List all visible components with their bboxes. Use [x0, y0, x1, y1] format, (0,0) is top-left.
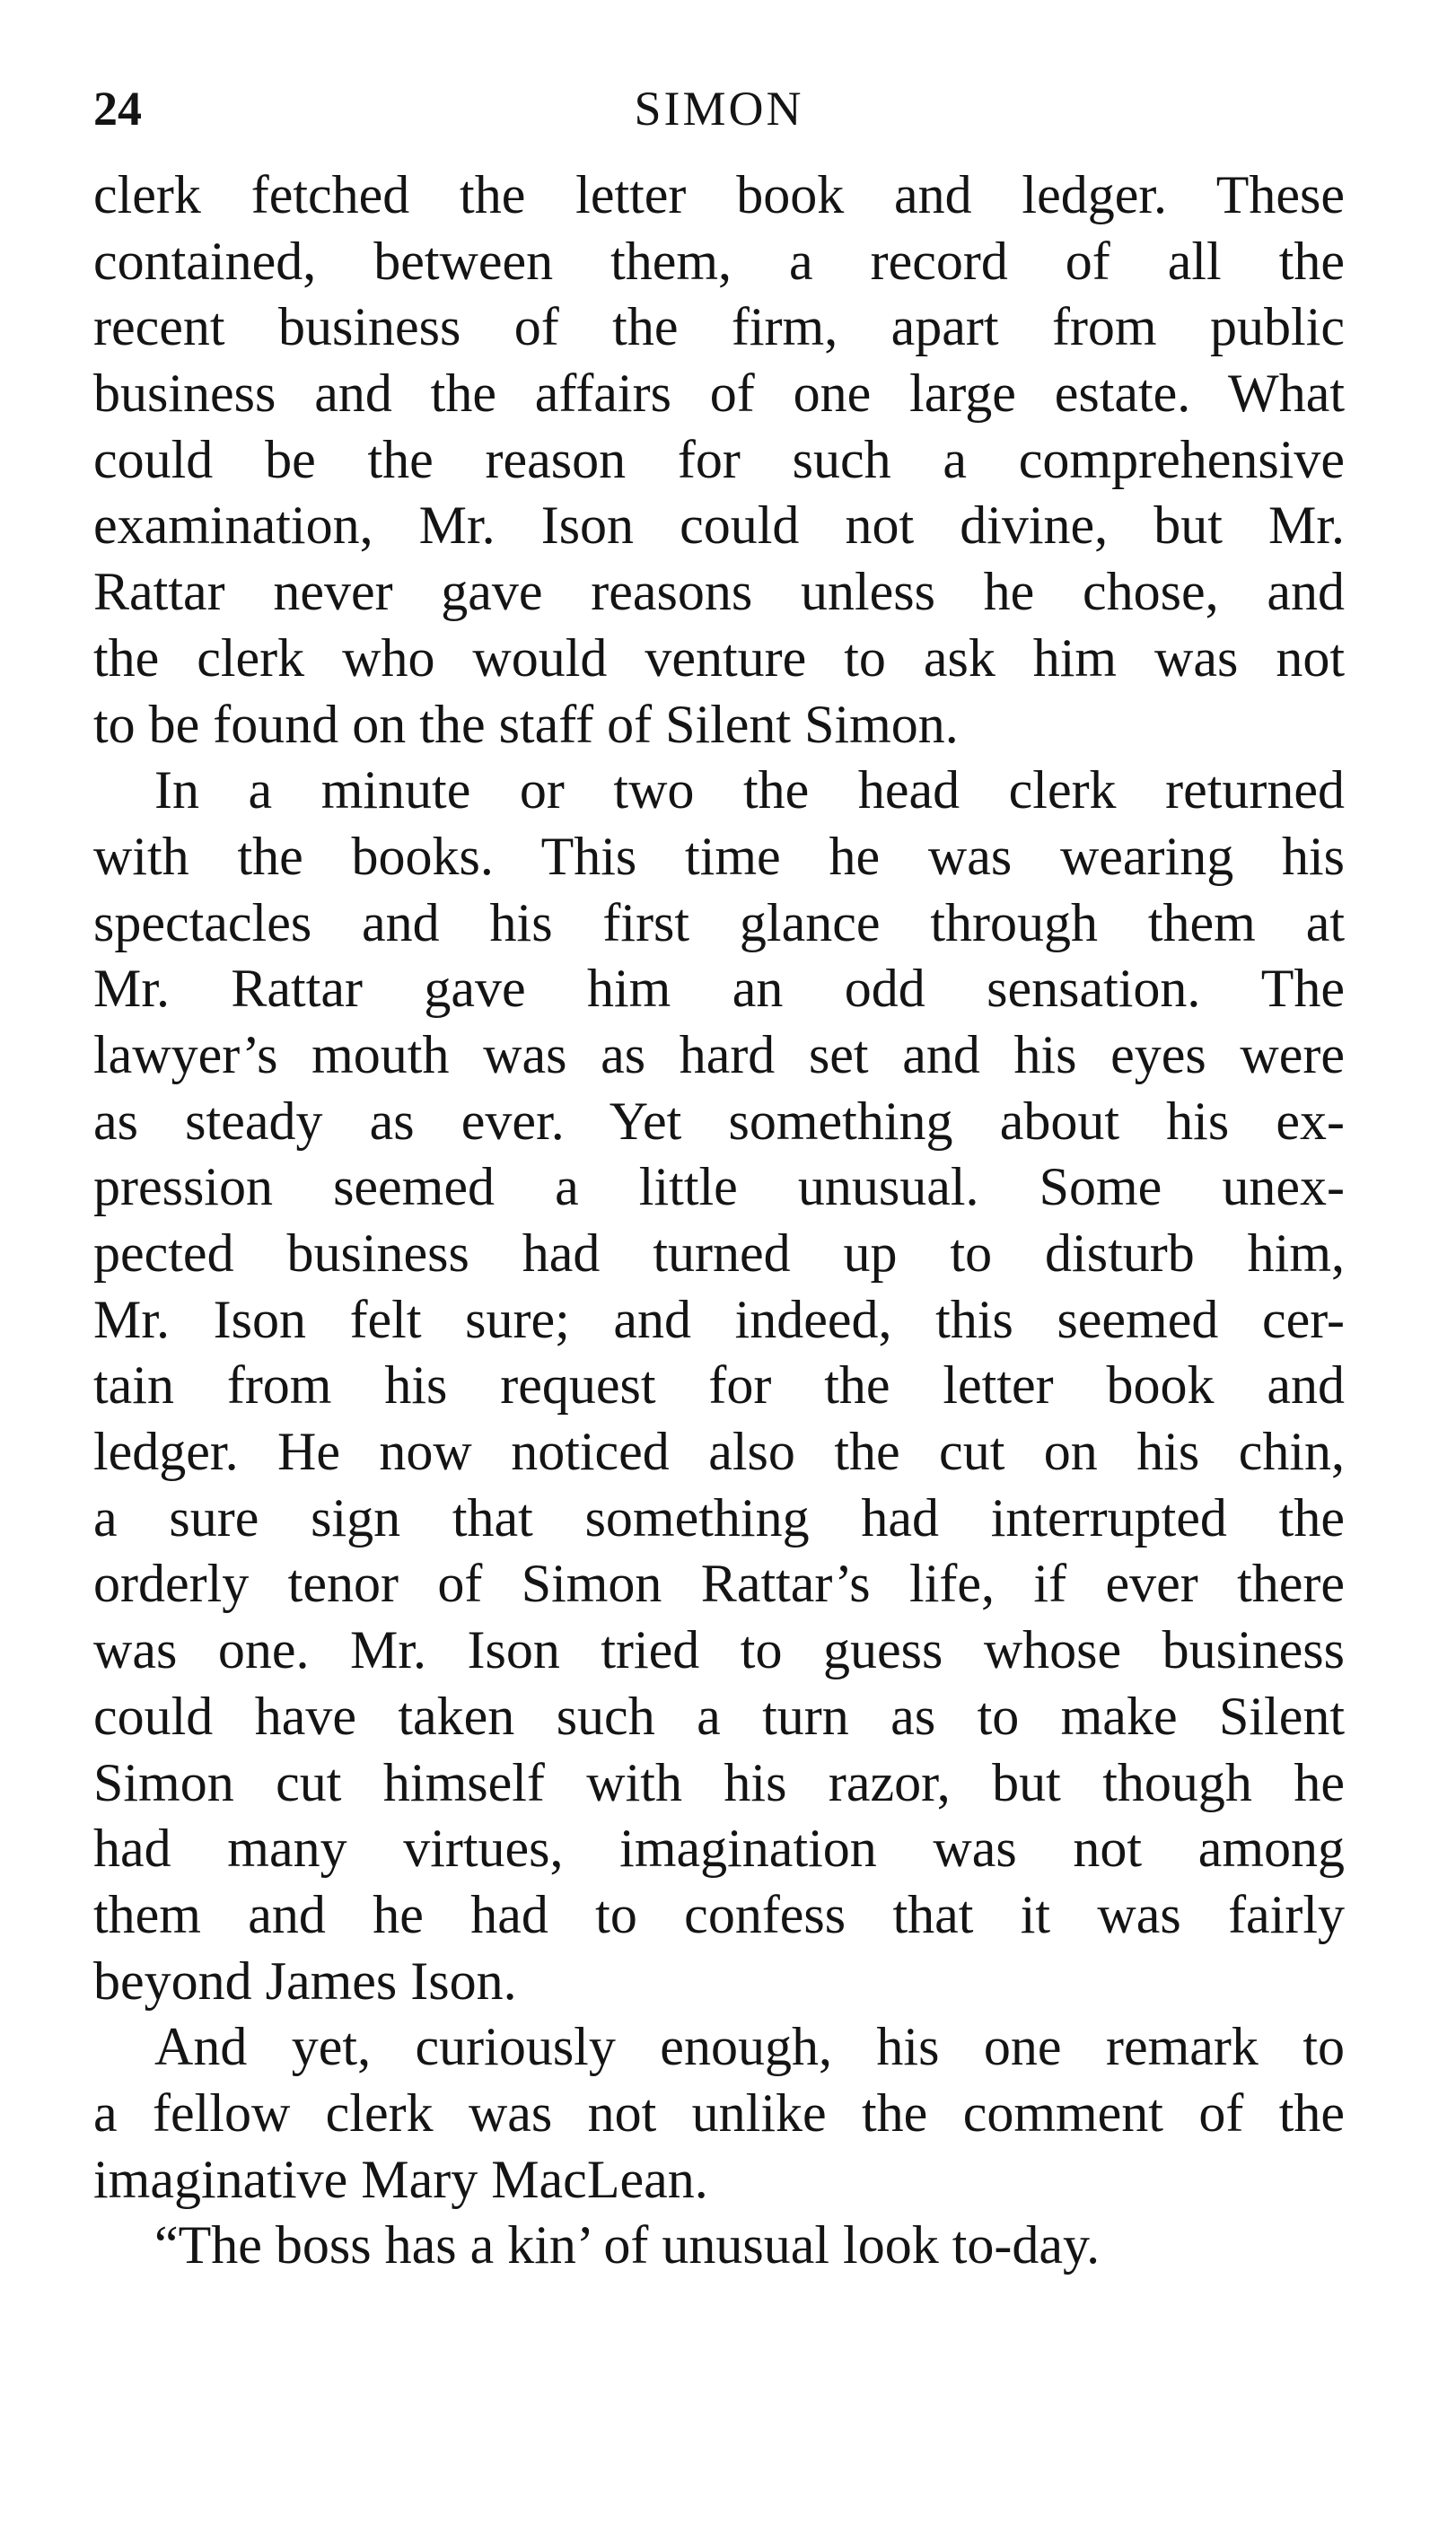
text-line: “The boss has a kin’ of unusual look to-day. — [154, 2215, 1101, 2275]
text-line: pression seemed a little unusual. Some unex- — [93, 1157, 1345, 1217]
text-line: ledger. He now noticed also the cut on his chin, — [93, 1422, 1345, 1482]
text-line: a fellow clerk was not unlike the comment of the — [93, 2082, 1345, 2143]
text-line: contained, between them, a record of all the — [93, 231, 1345, 291]
text-line: to be found on the staff of Silent Simon. — [93, 694, 959, 754]
text-line: Mr. Rattar gave him an odd sensation. The — [93, 959, 1345, 1019]
body-text — [93, 162, 1345, 2279]
text-line: tain from his request for the letter book and — [93, 1355, 1345, 1416]
text-line: beyond James Ison. — [93, 1951, 517, 2011]
text-line: the clerk who would venture to ask him was not — [93, 627, 1345, 688]
text-line: In a minute or two the head clerk returned — [154, 760, 1345, 820]
text-line: Simon cut himself with his razor, but though he — [93, 1752, 1345, 1812]
running-head: SIMON — [634, 82, 804, 136]
text-line: clerk fetched the letter book and ledger. These — [93, 165, 1345, 224]
text-line: could have taken such a turn as to make Silent — [93, 1686, 1345, 1746]
text-line: And yet, curiously enough, his one remark to — [154, 2017, 1345, 2077]
text-line: with the books. This time he was wearing his — [93, 826, 1345, 886]
text-line: recent business of the firm, apart from public — [93, 297, 1345, 357]
text-line: orderly tenor of Simon Rattar’s life, if ever there — [93, 1554, 1345, 1614]
text-line: a sure sign that something had interrupted the — [93, 1487, 1345, 1548]
text-line: lawyer’s mouth was as hard set and his eyes were — [93, 1024, 1345, 1084]
text-line: spectacles and his first glance through them at — [93, 892, 1345, 952]
text-line: had many virtues, imagination was not among — [93, 1819, 1345, 1879]
page-header — [93, 70, 1345, 147]
text-line: them and he had to confess that it was fairly — [93, 1884, 1345, 1944]
page-number: 24 — [93, 82, 142, 136]
text-line: was one. Mr. Ison tried to guess whose business — [93, 1620, 1345, 1680]
text-line: as steady as ever. Yet something about his ex- — [93, 1091, 1345, 1151]
text-line: examination, Mr. Ison could not divine, but Mr. — [93, 495, 1345, 556]
text-line: could be the reason for such a comprehensive — [93, 429, 1345, 489]
text-line: pected business had turned up to disturb him, — [93, 1223, 1345, 1283]
text-line: imaginative Mary MacLean. — [93, 2149, 708, 2209]
text-line: Mr. Ison felt sure; and indeed, this seemed cer- — [93, 1289, 1345, 1349]
text-line: Rattar never gave reasons unless he chose, and — [93, 562, 1345, 622]
text-line: business and the affairs of one large estate. What — [93, 364, 1345, 424]
